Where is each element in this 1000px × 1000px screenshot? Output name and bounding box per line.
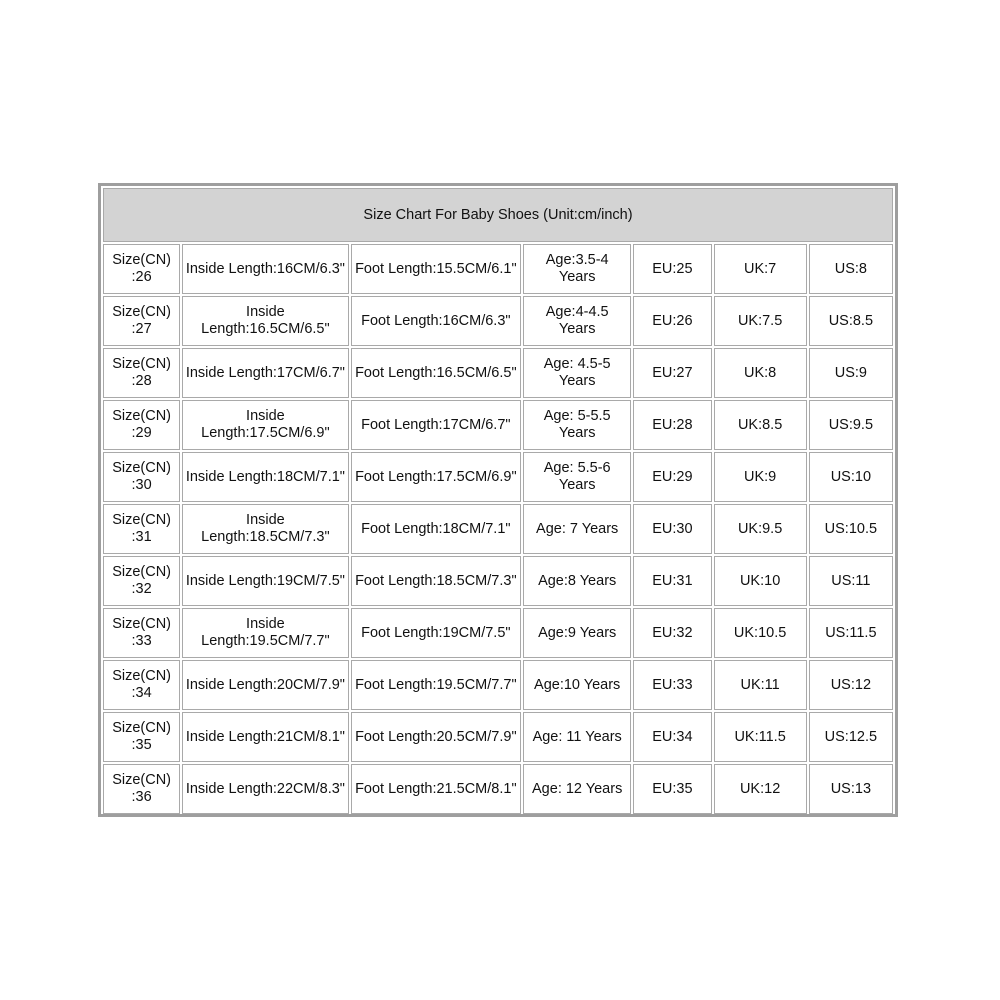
foot-length-cell: Foot Length:20.5CM/7.9" <box>351 712 521 762</box>
eu-size-cell: EU:27 <box>633 348 711 398</box>
uk-size-cell: UK:12 <box>714 764 807 814</box>
foot-length-cell: Foot Length:19CM/7.5" <box>351 608 521 658</box>
eu-size-cell: EU:32 <box>633 608 711 658</box>
age-cell: Age: 12 Years <box>523 764 631 814</box>
size-cn-cell: Size(CN) :34 <box>103 660 180 710</box>
table-row <box>103 608 893 658</box>
inside-length-cell: Inside Length:16CM/6.3" <box>182 244 348 294</box>
age-cell: Age:9 Years <box>523 608 631 658</box>
us-size-cell: US:10 <box>809 452 893 502</box>
uk-size-cell: UK:8.5 <box>714 400 807 450</box>
table-row <box>103 504 893 554</box>
inside-length-cell: Inside Length:18.5CM/7.3" <box>182 504 348 554</box>
eu-size-cell: EU:35 <box>633 764 711 814</box>
foot-length-cell: Foot Length:16.5CM/6.5" <box>351 348 521 398</box>
us-size-cell: US:11 <box>809 556 893 606</box>
table-row <box>103 660 893 710</box>
inside-length-cell: Inside Length:19.5CM/7.7" <box>182 608 348 658</box>
eu-size-cell: EU:31 <box>633 556 711 606</box>
size-cn-cell: Size(CN) :26 <box>103 244 180 294</box>
us-size-cell: US:10.5 <box>809 504 893 554</box>
inside-length-cell: Inside Length:22CM/8.3" <box>182 764 348 814</box>
size-cn-cell: Size(CN) :31 <box>103 504 180 554</box>
size-cn-cell: Size(CN) :35 <box>103 712 180 762</box>
age-cell: Age: 11 Years <box>523 712 631 762</box>
size-chart-table <box>101 186 895 816</box>
foot-length-cell: Foot Length:21.5CM/8.1" <box>351 764 521 814</box>
us-size-cell: US:12 <box>809 660 893 710</box>
eu-size-cell: EU:29 <box>633 452 711 502</box>
eu-size-cell: EU:33 <box>633 660 711 710</box>
age-cell: Age:8 Years <box>523 556 631 606</box>
uk-size-cell: UK:7.5 <box>714 296 807 346</box>
size-cn-cell: Size(CN) :28 <box>103 348 180 398</box>
inside-length-cell: Inside Length:17CM/6.7" <box>182 348 348 398</box>
table-row <box>103 348 893 398</box>
eu-size-cell: EU:28 <box>633 400 711 450</box>
size-cn-cell: Size(CN) :32 <box>103 556 180 606</box>
us-size-cell: US:12.5 <box>809 712 893 762</box>
age-cell: Age: 4.5-5 Years <box>523 348 631 398</box>
foot-length-cell: Foot Length:17CM/6.7" <box>351 400 521 450</box>
eu-size-cell: EU:25 <box>633 244 711 294</box>
table-row <box>103 712 893 762</box>
table-row <box>103 452 893 502</box>
foot-length-cell: Foot Length:15.5CM/6.1" <box>351 244 521 294</box>
age-cell: Age:4-4.5 Years <box>523 296 631 346</box>
eu-size-cell: EU:26 <box>633 296 711 346</box>
foot-length-cell: Foot Length:17.5CM/6.9" <box>351 452 521 502</box>
uk-size-cell: UK:8 <box>714 348 807 398</box>
inside-length-cell: Inside Length:18CM/7.1" <box>182 452 348 502</box>
uk-size-cell: UK:10 <box>714 556 807 606</box>
eu-size-cell: EU:34 <box>633 712 711 762</box>
us-size-cell: US:8.5 <box>809 296 893 346</box>
foot-length-cell: Foot Length:18CM/7.1" <box>351 504 521 554</box>
table-row <box>103 556 893 606</box>
size-cn-cell: Size(CN) :29 <box>103 400 180 450</box>
foot-length-cell: Foot Length:19.5CM/7.7" <box>351 660 521 710</box>
foot-length-cell: Foot Length:16CM/6.3" <box>351 296 521 346</box>
us-size-cell: US:11.5 <box>809 608 893 658</box>
size-cn-cell: Size(CN) :36 <box>103 764 180 814</box>
foot-length-cell: Foot Length:18.5CM/7.3" <box>351 556 521 606</box>
inside-length-cell: Inside Length:19CM/7.5" <box>182 556 348 606</box>
us-size-cell: US:13 <box>809 764 893 814</box>
size-cn-cell: Size(CN) :30 <box>103 452 180 502</box>
age-cell: Age:3.5-4 Years <box>523 244 631 294</box>
size-chart-frame <box>98 183 898 817</box>
uk-size-cell: UK:11.5 <box>714 712 807 762</box>
uk-size-cell: UK:11 <box>714 660 807 710</box>
uk-size-cell: UK:10.5 <box>714 608 807 658</box>
age-cell: Age:10 Years <box>523 660 631 710</box>
us-size-cell: US:9.5 <box>809 400 893 450</box>
uk-size-cell: UK:9 <box>714 452 807 502</box>
age-cell: Age: 7 Years <box>523 504 631 554</box>
table-row <box>103 764 893 814</box>
size-cn-cell: Size(CN) :33 <box>103 608 180 658</box>
uk-size-cell: UK:7 <box>714 244 807 294</box>
age-cell: Age: 5-5.5 Years <box>523 400 631 450</box>
size-cn-cell: Size(CN) :27 <box>103 296 180 346</box>
us-size-cell: US:8 <box>809 244 893 294</box>
us-size-cell: US:9 <box>809 348 893 398</box>
inside-length-cell: Inside Length:16.5CM/6.5" <box>182 296 348 346</box>
table-row <box>103 296 893 346</box>
table-title: Size Chart For Baby Shoes (Unit:cm/inch) <box>103 188 893 242</box>
size-chart-body <box>103 188 893 814</box>
age-cell: Age: 5.5-6 Years <box>523 452 631 502</box>
table-row <box>103 400 893 450</box>
inside-length-cell: Inside Length:21CM/8.1" <box>182 712 348 762</box>
eu-size-cell: EU:30 <box>633 504 711 554</box>
title-row <box>103 188 893 242</box>
inside-length-cell: Inside Length:17.5CM/6.9" <box>182 400 348 450</box>
inside-length-cell: Inside Length:20CM/7.9" <box>182 660 348 710</box>
table-row <box>103 244 893 294</box>
uk-size-cell: UK:9.5 <box>714 504 807 554</box>
